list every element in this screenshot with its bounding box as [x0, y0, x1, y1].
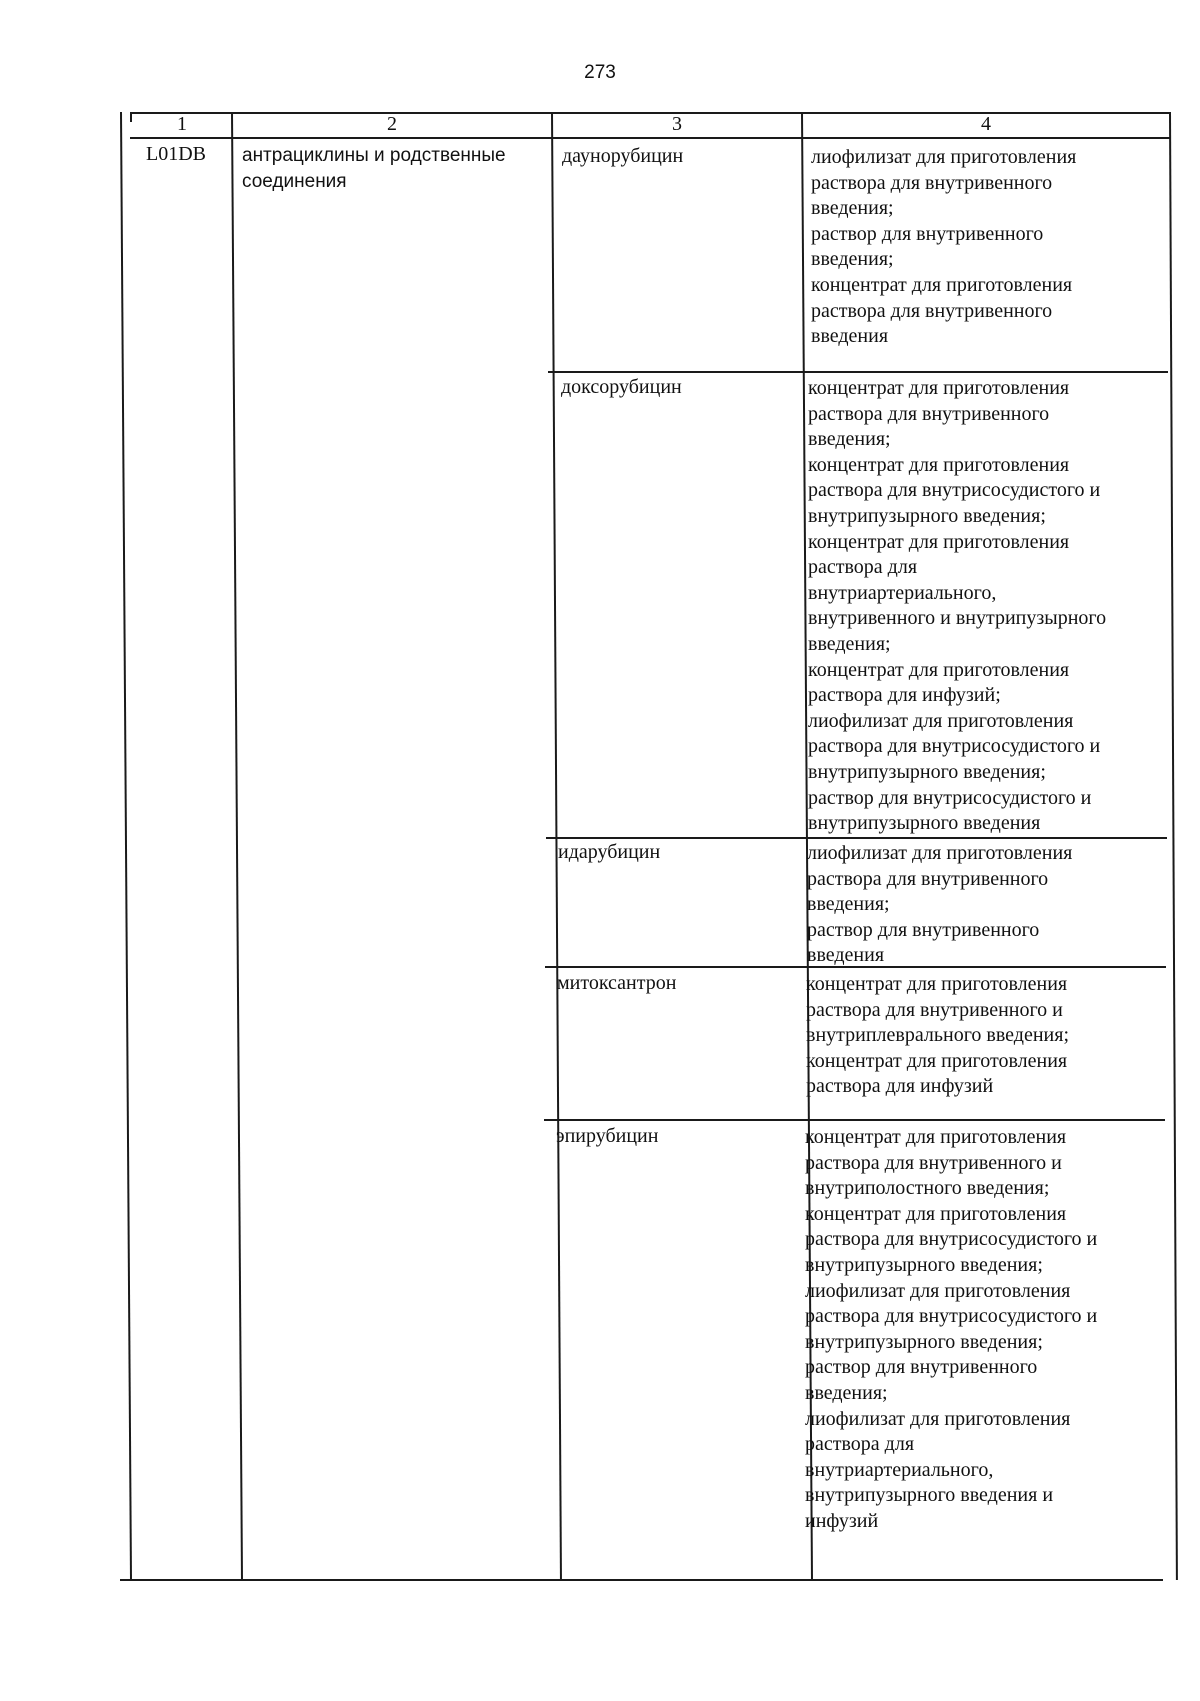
drug-forms: лиофилизат для приготовления раствора для внутривенного введения; раствор для внутривенного введения [807, 842, 1073, 967]
column-header-4: 4 [981, 113, 991, 135]
row-sep-4 [544, 1119, 1165, 1121]
column-header-3: 3 [672, 113, 682, 135]
column-header-2: 2 [387, 113, 397, 135]
group-name: антрациклины и родственные соединения [242, 145, 506, 192]
drug-forms: лиофилизат для приготовления раствора для внутривенного введения; раствор для внутривенного введения; концентрат для приготовления раствора для внутривенного введения [811, 146, 1077, 348]
drug-forms: концентрат для приготовления раствора для внутривенного и внутриполостного введения; концентрат для приготовления раствора для внутрисосудистого и внутрипузырного введения; лиофилизат для приготовления раствора для внутрисосудистого и внутрипузырного введения; раствор для внутривенного введения; лиофилизат для приготовления раствора для внутриартериального, внутрипузырного введения и инфузий [805, 1126, 1098, 1532]
drug-name: доксорубицин [561, 376, 682, 398]
page-number: 273 [584, 62, 616, 83]
drug-name: идарубицин [558, 841, 661, 863]
drug-name: эпирубицин [556, 1125, 659, 1147]
drug-forms: концентрат для приготовления раствора для внутривенного введения; концентрат для приготовления раствора для внутрисосудистого и внутрипузырного введения; концентрат для приготовления раствора для внутриартериального, внутривенного и внутрипузырного введения; концентрат для приготовления раствора для инфузий; лиофилизат для приготовления раствора для внутрисосудистого и внутрипузырного введения; раствор для внутрисосудистого и внутрипузырного введения [808, 377, 1107, 835]
header-bottom-border [130, 137, 1171, 139]
drug-name: митоксантрон [557, 972, 677, 994]
col-border-1-2 [231, 112, 243, 1580]
col-border-right [1169, 112, 1178, 1580]
column-header-1: 1 [177, 113, 187, 135]
table-bottom-border [120, 1579, 1163, 1581]
col-border-left-main [120, 112, 132, 1580]
row-sep-1 [548, 371, 1168, 373]
atc-code: L01DB [146, 143, 206, 165]
row-sep-2 [546, 837, 1167, 839]
drug-name: даунорубицин [562, 145, 684, 167]
drug-forms: концентрат для приготовления раствора для внутривенного и внутриплеврального введения; концентрат для приготовления раствора для инфузий [806, 973, 1069, 1098]
